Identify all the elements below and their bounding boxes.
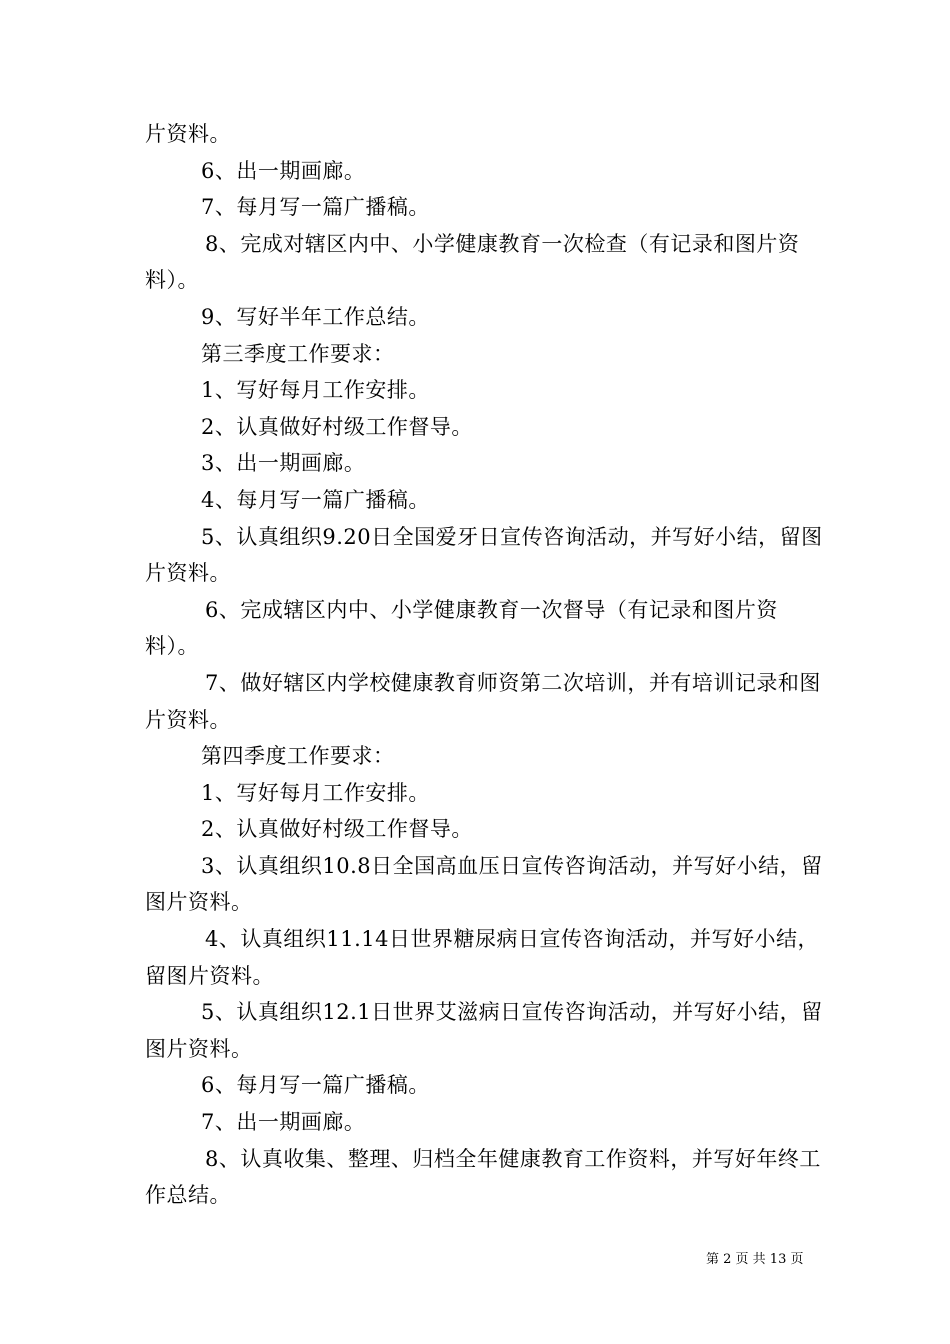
- paragraph: 6、出一期画廊。: [201, 158, 366, 183]
- paragraph: 8、认真收集、整理、归档全年健康教育工作资料，并写好年终工作总结。: [145, 1146, 821, 1208]
- paragraph: 1、写好每月工作安排。: [201, 378, 430, 403]
- paragraph: 7、每月写一篇广播稿。: [201, 195, 430, 220]
- section-heading: 第三季度工作要求：: [201, 341, 395, 366]
- paragraph: 3、出一期画廊。: [201, 451, 366, 476]
- document-body: [145, 116, 825, 1214]
- paragraph: 7、出一期画廊。: [201, 1110, 366, 1135]
- section-heading: 第四季度工作要求：: [201, 744, 395, 769]
- paragraph: 7、做好辖区内学校健康教育师资第二次培训，并有培训记录和图片资料。: [145, 670, 821, 732]
- paragraph: 2、认真做好村级工作督导。: [201, 817, 473, 842]
- paragraph: 9、写好半年工作总结。: [201, 304, 430, 329]
- paragraph: 4、每月写一篇广播稿。: [201, 487, 430, 512]
- paragraph: 5、认真组织9.20日全国爱牙日宣传咨询活动，并写好小结，留图片资料。: [145, 524, 823, 586]
- paragraph: 片资料。: [145, 122, 231, 146]
- paragraph: 3、认真组织10.8日全国高血压日宣传咨询活动，并写好小结，留图片资料。: [145, 853, 823, 915]
- paragraph: 2、认真做好村级工作督导。: [201, 414, 473, 439]
- page-number: 第 2 页 共 13 页: [706, 1252, 804, 1267]
- paragraph: 1、写好每月工作安排。: [201, 780, 430, 805]
- paragraph: 6、每月写一篇广播稿。: [201, 1073, 430, 1098]
- paragraph: 8、完成对辖区内中、小学健康教育一次检查（有记录和图片资料）。: [145, 231, 800, 293]
- paragraph: 4、认真组织11.14日世界糖尿病日宣传咨询活动，并写好小结，留图片资料。: [145, 927, 819, 988]
- paragraph: 5、认真组织12.1日世界艾滋病日宣传咨询活动，并写好小结，留图片资料。: [145, 1000, 823, 1061]
- paragraph: 6、完成辖区内中、小学健康教育一次督导（有记录和图片资料）。: [145, 597, 778, 659]
